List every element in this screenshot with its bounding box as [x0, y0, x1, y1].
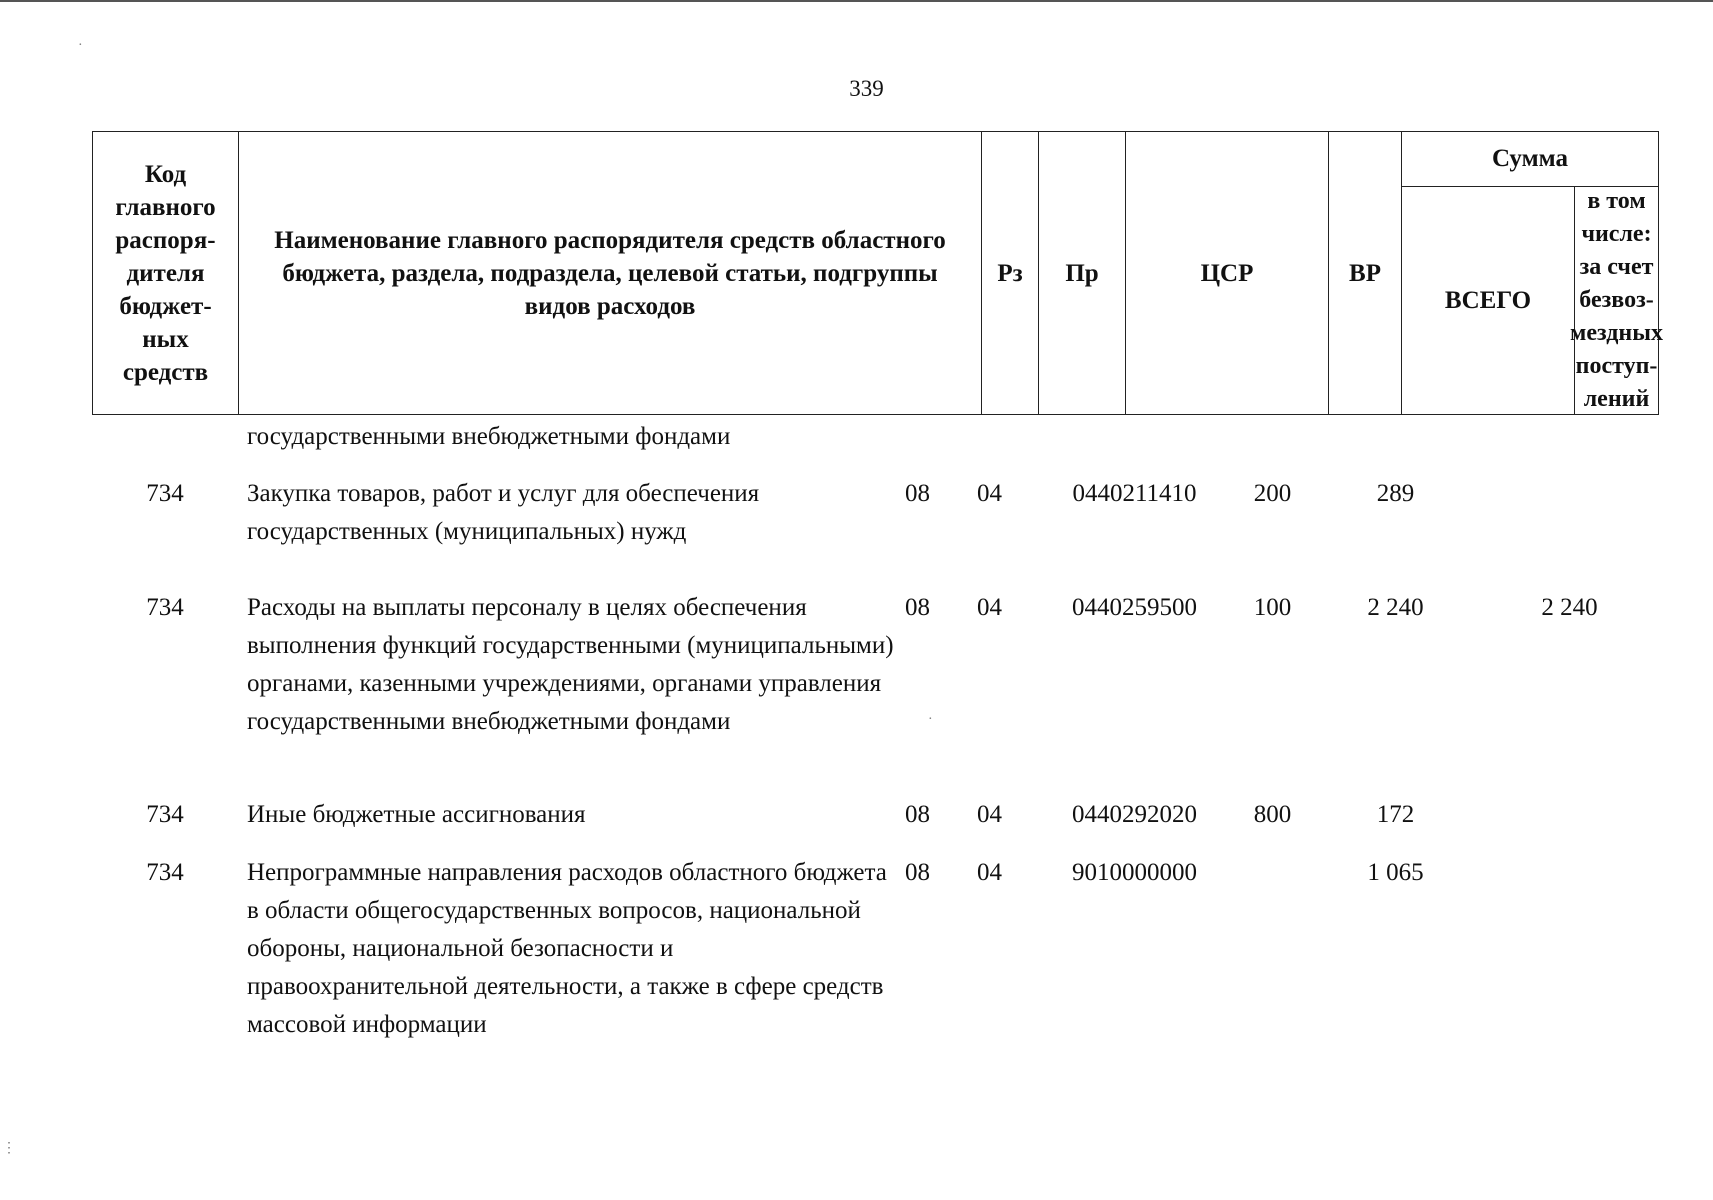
scan-top-edge	[0, 0, 1713, 2]
cell-kod: 734	[146, 801, 184, 828]
header-kod: Код главного распоря- дителя бюджет- ных средств	[93, 132, 239, 414]
cell-rz: 08	[905, 859, 930, 886]
header-vsego: ВСЕГО	[1402, 187, 1575, 414]
header-vr: ВР	[1329, 132, 1402, 414]
cell-pr: 04	[977, 594, 1002, 621]
cell-v-tom-chisle: 2 240	[1541, 594, 1598, 621]
scan-speck: ·	[928, 712, 933, 727]
header-csr: ЦСР	[1126, 132, 1329, 414]
cell-vr: 800	[1253, 801, 1292, 828]
cell-csr: 9010000000	[1072, 859, 1197, 886]
header-name: Наименование главного распорядителя средств областного бюджета, раздела, подраздела, целевой статьи, подгруппы видов расходов	[239, 132, 982, 414]
header-pr: Пр	[1039, 132, 1126, 414]
cell-rz: 08	[905, 594, 930, 621]
cell-csr: 0440292020	[1072, 801, 1197, 828]
cell-kod: 734	[146, 859, 184, 886]
cell-pr: 04	[977, 801, 1002, 828]
cell-name: Расходы на выплаты персоналу в целях обеспечения выполнения функций государственными (муниципальными) органами, казенными учреждениями, органами управления государственными внебюджетными фондами	[247, 594, 894, 735]
cell-vsego: 289	[1376, 480, 1415, 507]
continuation-text: государственными внебюджетными фондами	[247, 423, 731, 450]
cell-rz: 08	[905, 480, 930, 507]
cell-vsego: 172	[1376, 801, 1415, 828]
cell-vr: 200	[1253, 480, 1292, 507]
cell-name: Иные бюджетные ассигнования	[247, 801, 586, 828]
cell-kod: 734	[146, 480, 184, 507]
header-rz: Рз	[982, 132, 1039, 414]
cell-pr: 04	[977, 859, 1002, 886]
cell-vr: 100	[1253, 594, 1292, 621]
cell-name: Закупка товаров, работ и услуг для обеспечения государственных (муниципальных) нужд	[247, 480, 760, 545]
cell-kod: 734	[146, 594, 184, 621]
header-summa: Сумма	[1402, 132, 1658, 187]
cell-csr: 0440259500	[1072, 594, 1197, 621]
cell-vsego: 2 240	[1367, 594, 1424, 621]
cell-vsego: 1 065	[1367, 859, 1424, 886]
header-v-tom-chisle: в том числе: за счет безвоз- мездных поступ- лений	[1570, 188, 1663, 412]
cell-pr: 04	[977, 480, 1002, 507]
table-header	[92, 131, 1663, 415]
cell-rz: 08	[905, 801, 930, 828]
cell-name: Непрограммные направления расходов областного бюджета в области общегосударственных вопросов, национальной обороны, национальной безопасности и правоохранительной деятельности, а также в сфере средств массовой информации	[247, 859, 887, 1038]
scan-speck: ·	[78, 38, 83, 53]
scan-edge-mark: ⋮	[2, 1141, 16, 1156]
cell-csr: 0440211410	[1072, 480, 1197, 507]
page-number: 339	[849, 76, 884, 101]
